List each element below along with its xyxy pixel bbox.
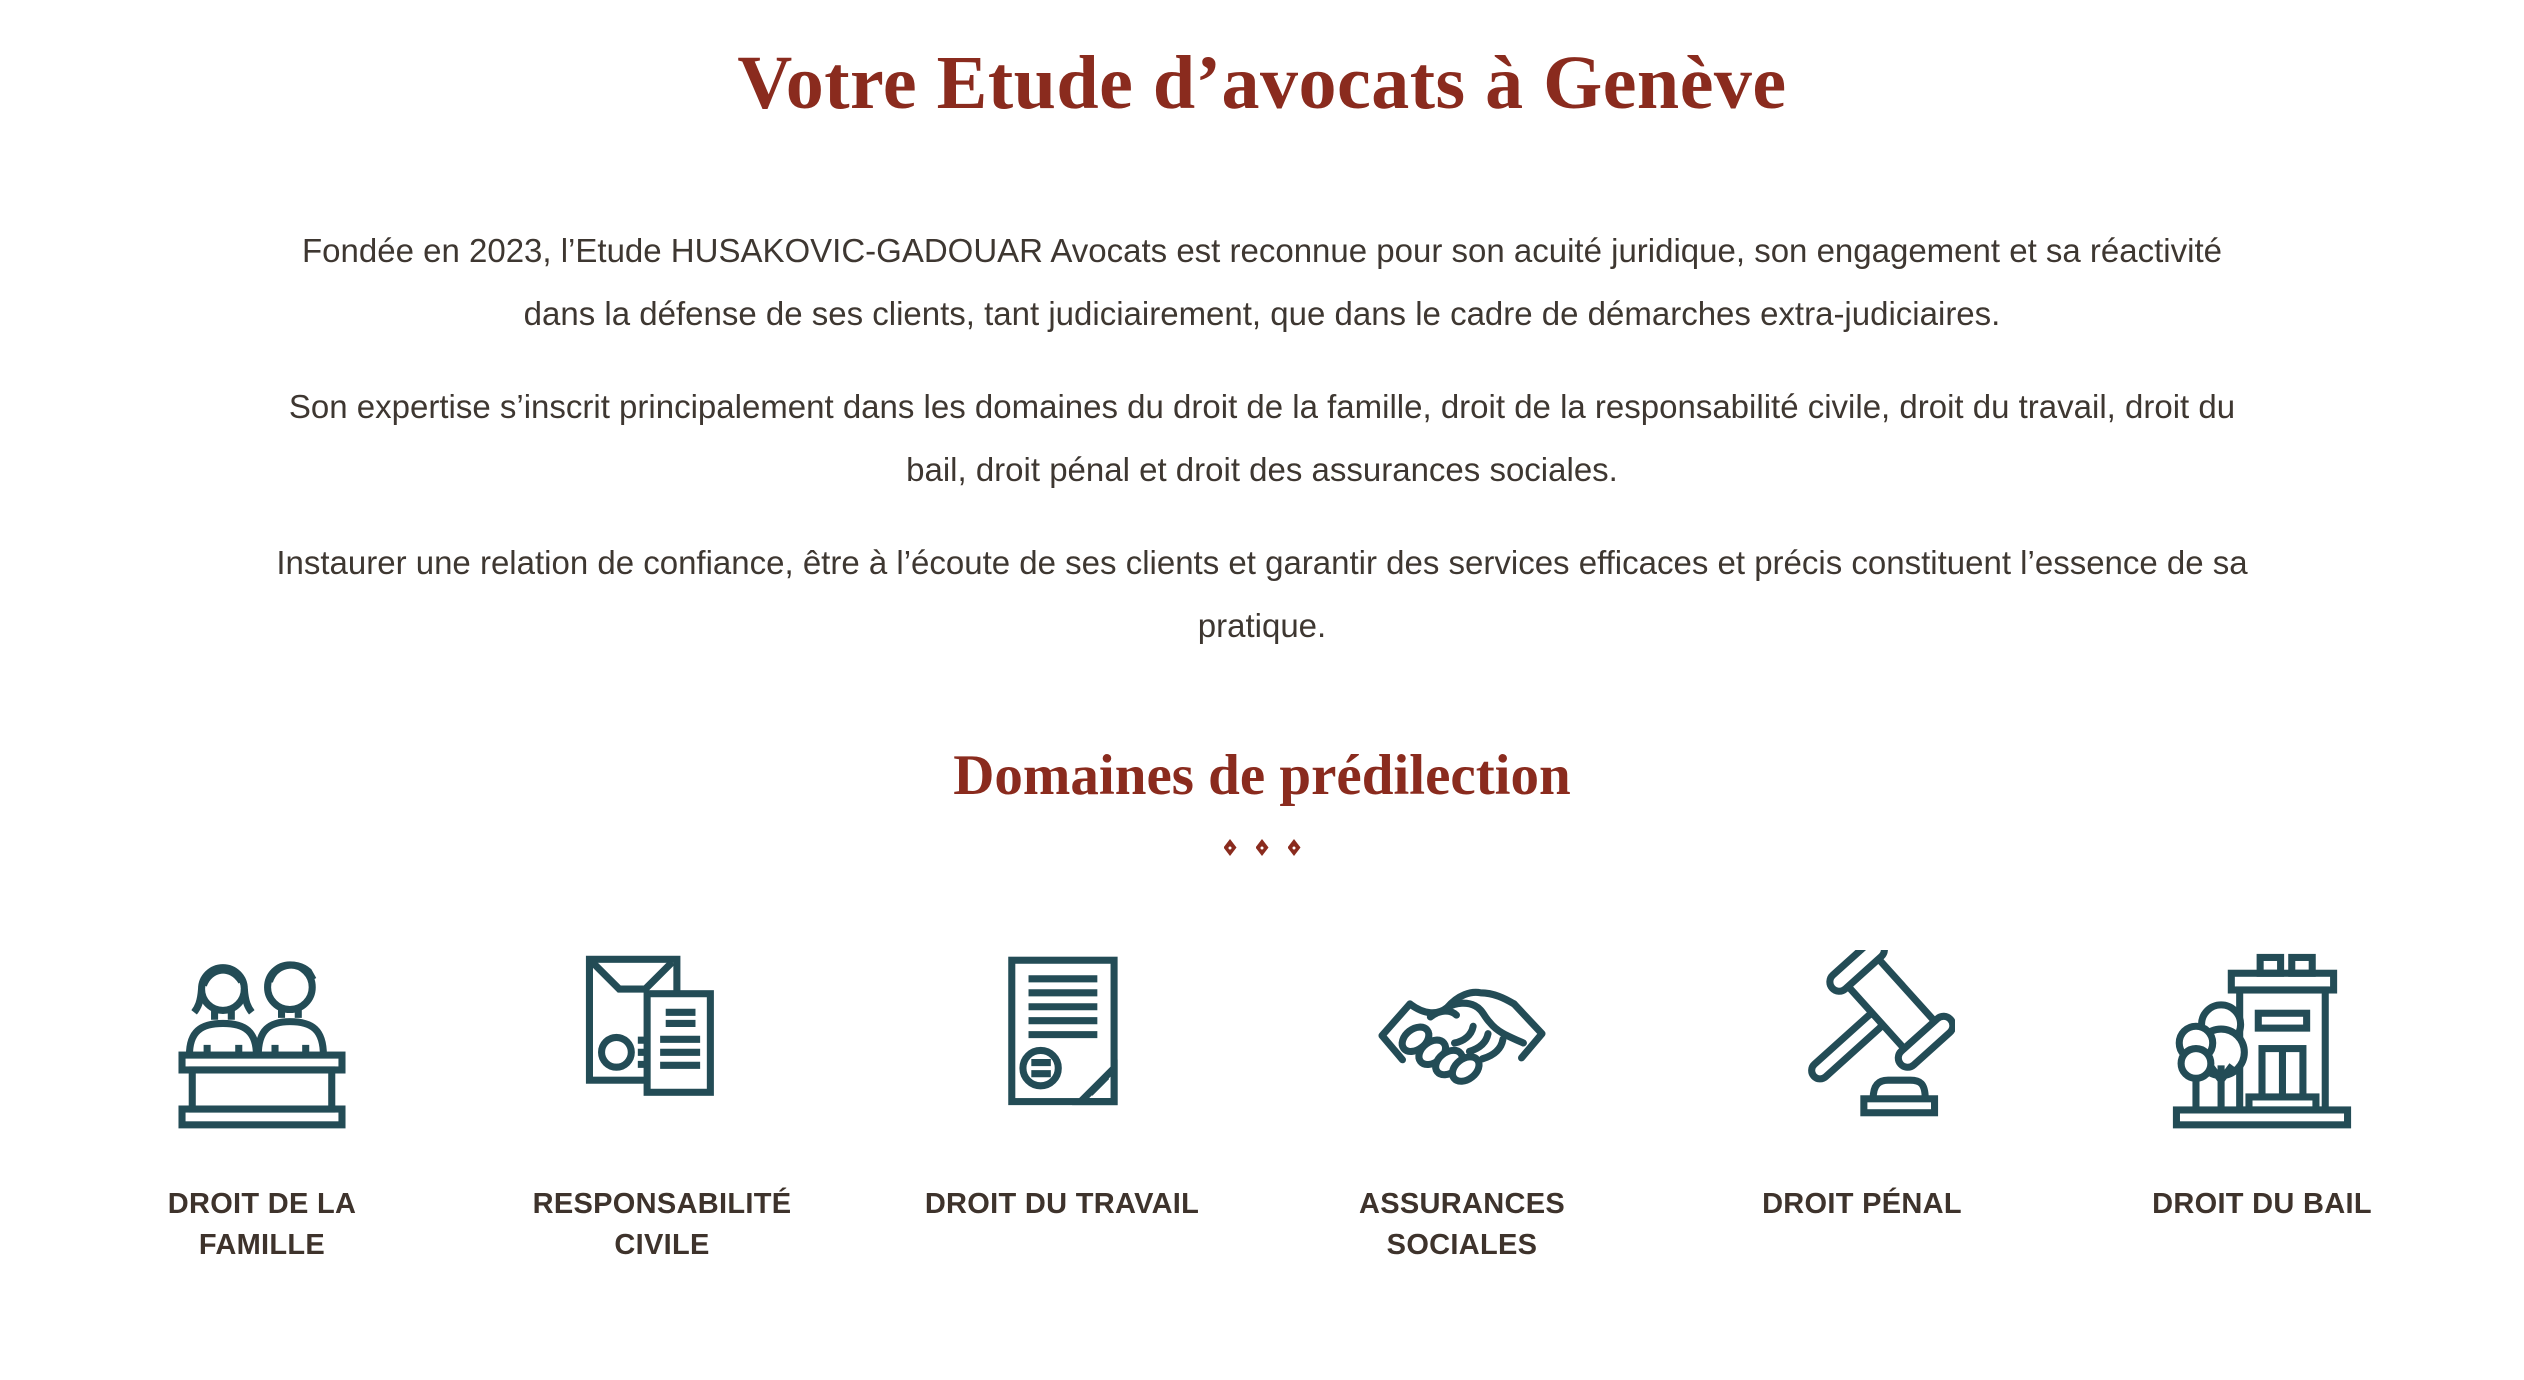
domain-label-travail: DROIT DU TRAVAIL <box>924 1188 1200 1220</box>
domain-label-famille: DROIT DE LA FAMILLE <box>167 1188 357 1261</box>
page-title: Votre Etude d’avocats à Genève <box>737 41 1787 125</box>
diamond-icon <box>1256 839 1269 856</box>
building-trees-icon <box>2169 950 2355 1136</box>
diamond-separator <box>0 839 2524 856</box>
domain-item-penal <box>1662 950 2062 1266</box>
intro-paragraph-1: Fondée en 2023, l’Etude HUSAKOVIC-GADOUAR Avocats est reconnue pour son acuité juridique, son engagement et sa réactivité dans la défense de ses clients, tant judiciairement, que dans le cadre de démarches extra-judiciaires. <box>302 232 2222 332</box>
intro-section <box>271 219 2253 657</box>
diamond-icon <box>1224 839 1237 856</box>
domains-section <box>0 739 2524 1266</box>
domain-item-travail <box>862 950 1262 1266</box>
gavel-icon <box>1769 950 1955 1136</box>
domain-label-responsabilite-civile: RESPONSABILITÉ CIVILE <box>532 1188 792 1261</box>
envelope-documents-icon <box>569 950 755 1136</box>
intro-paragraph-2: Son expertise s’inscrit principalement dans les domaines du droit de la famille, droit de la responsabilité civile, droit du travail, droit du bail, droit pénal et droit des assurances sociales. <box>288 388 2236 488</box>
domains-title: Domaines de prédilection <box>953 744 1571 807</box>
domain-label-bail: DROIT DU BAIL <box>2152 1188 2372 1220</box>
contract-document-icon <box>969 950 1155 1136</box>
domain-label-assurances-sociales: ASSURANCES SOCIALES <box>1358 1188 1566 1261</box>
domain-item-bail <box>2062 950 2462 1266</box>
diamond-icon <box>1288 839 1301 856</box>
domain-item-famille <box>62 950 462 1266</box>
intro-paragraph-3: Instaurer une relation de confiance, être à l’écoute de ses clients et garantir des services efficaces et précis constituent l’essence de sa pratique. <box>276 544 2248 644</box>
domain-label-penal: DROIT PÉNAL <box>1762 1188 1962 1220</box>
family-desk-icon <box>169 950 355 1136</box>
domains-grid <box>62 950 2462 1266</box>
handshake-icon <box>1369 950 1555 1136</box>
domain-item-assurances-sociales <box>1262 950 1662 1266</box>
domain-item-responsabilite-civile <box>462 950 862 1266</box>
page <box>0 36 2524 1266</box>
